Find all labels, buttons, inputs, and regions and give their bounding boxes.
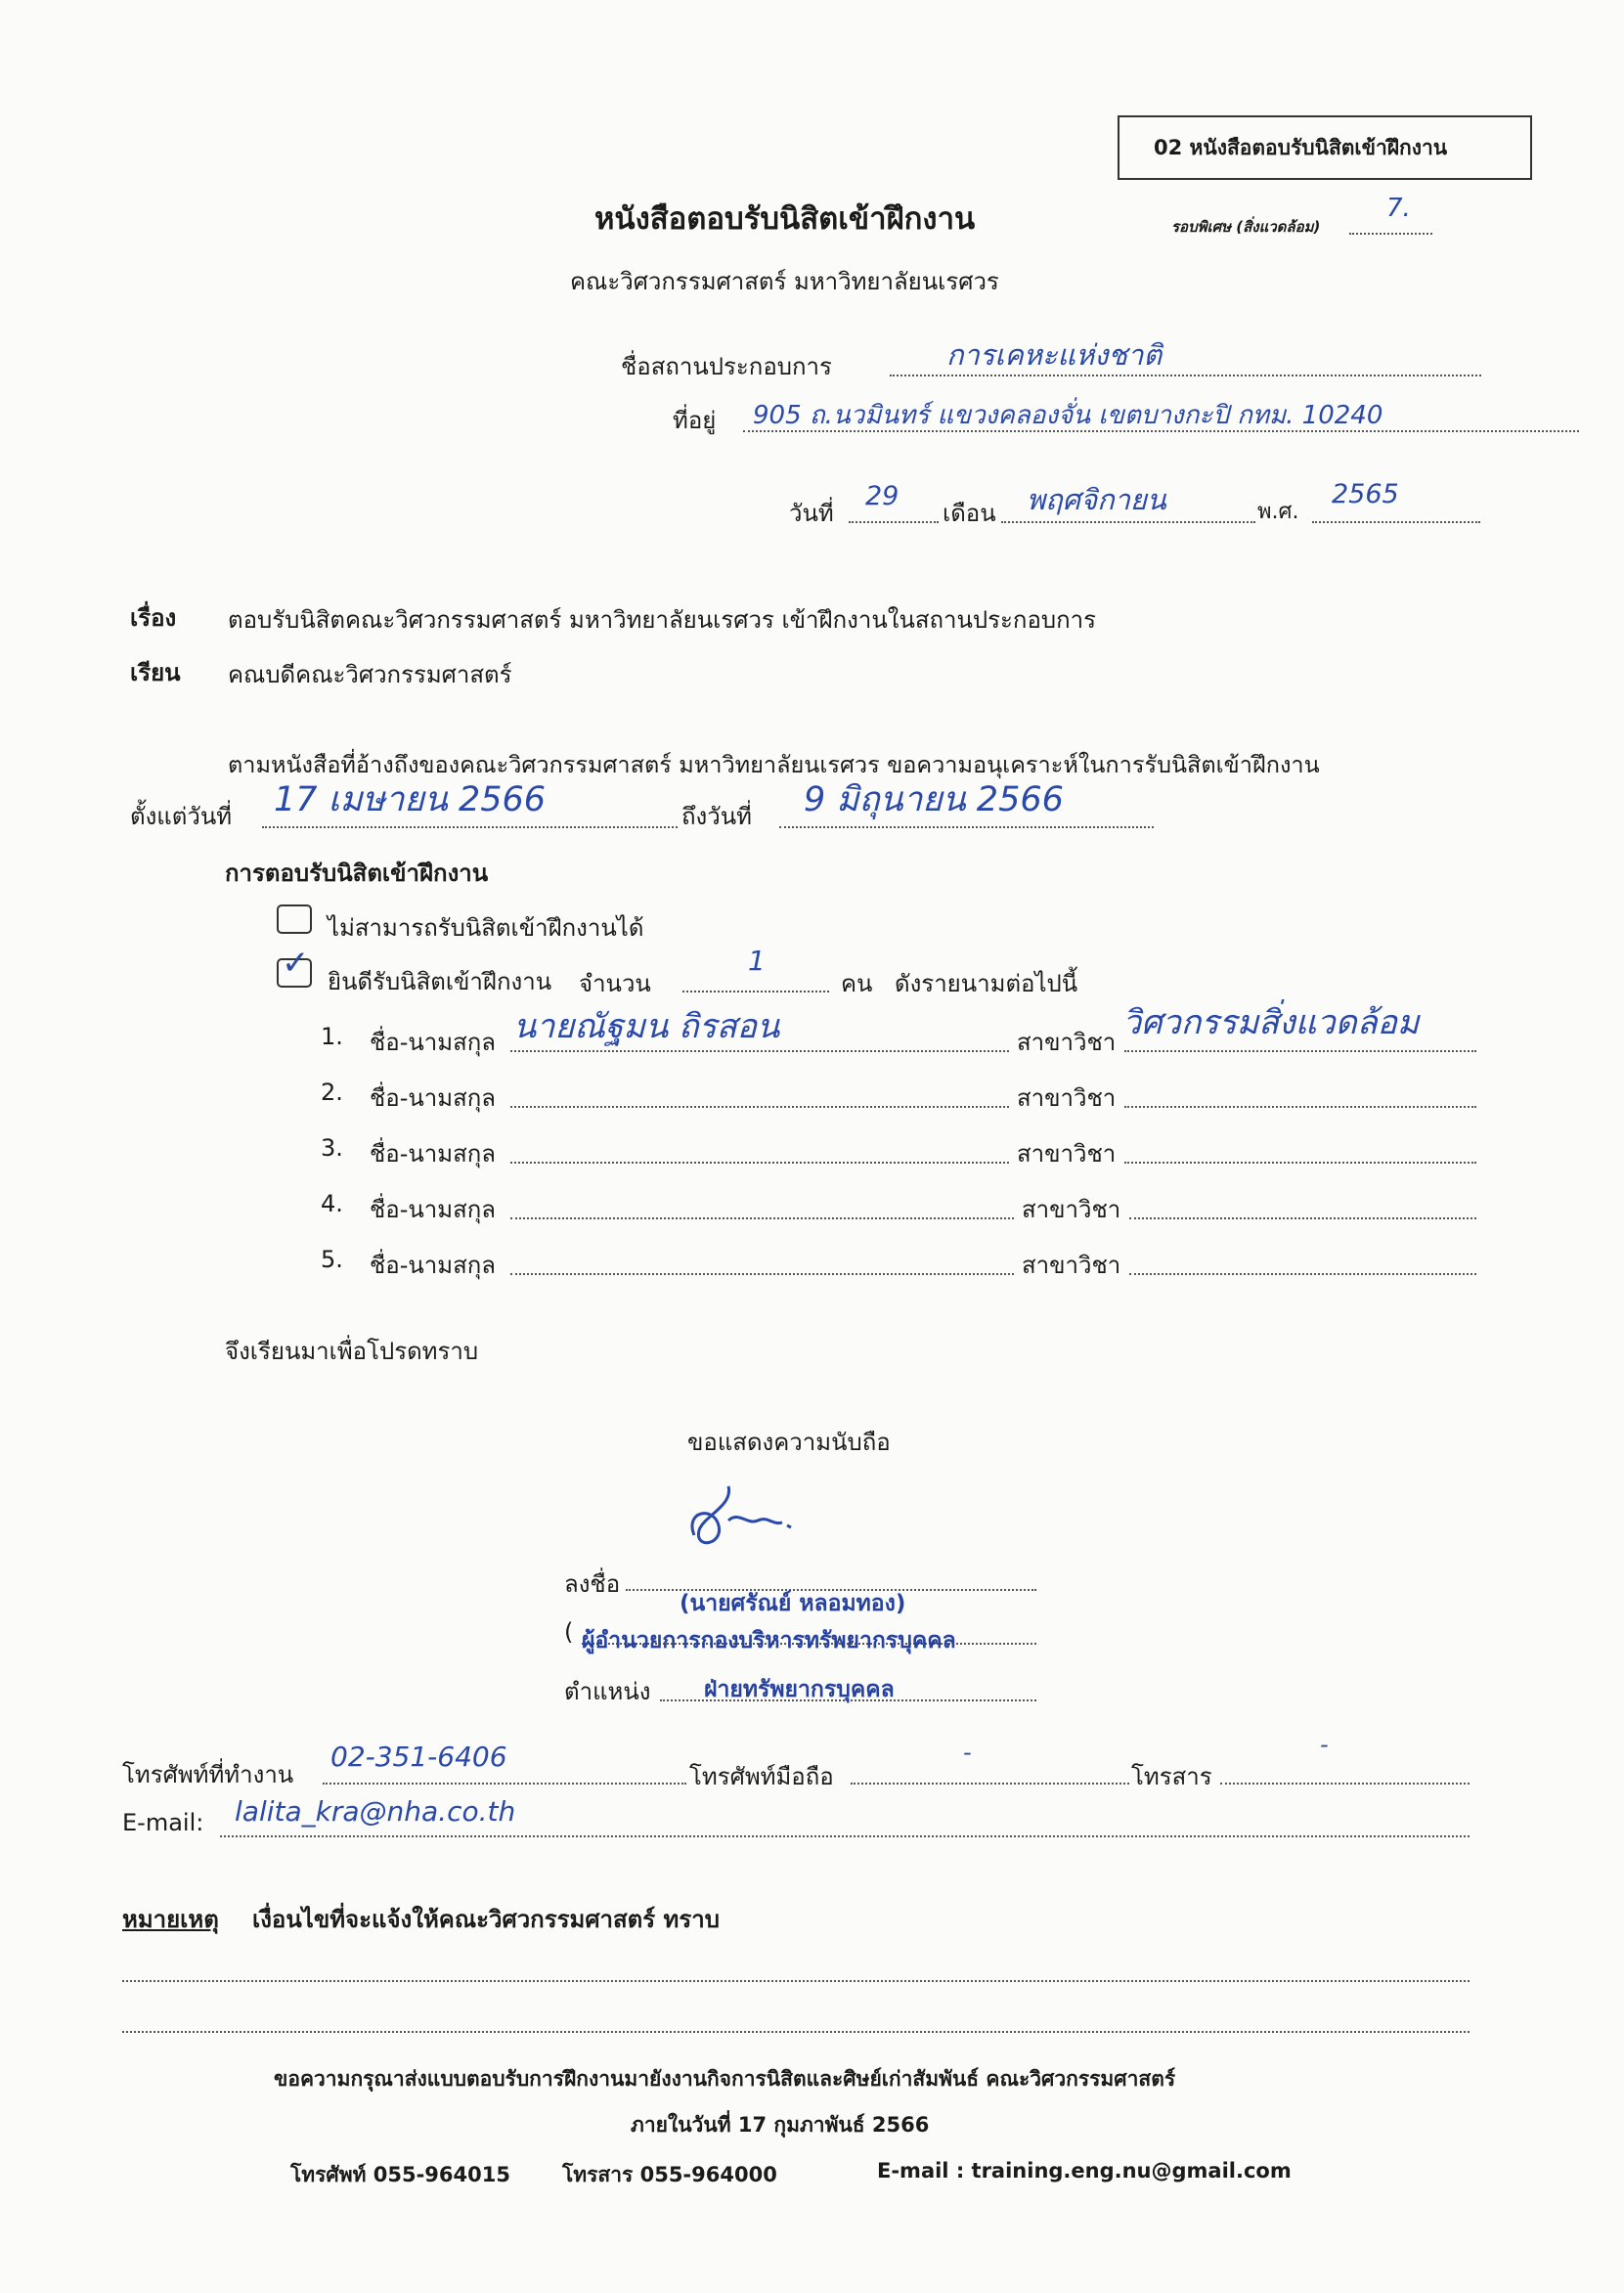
round-note-value: 7. xyxy=(1386,194,1411,223)
remark-line-1 xyxy=(122,1980,1470,1982)
mobile-label: โทรศัพท์มือถือ xyxy=(689,1763,834,1790)
accept-count-label: จำนวน xyxy=(579,970,651,997)
period-to-label: ถึงวันที่ xyxy=(681,803,752,830)
page-title: หนังสือตอบรับนิสิตเข้าฝึกงาน xyxy=(594,201,976,237)
student-name-line xyxy=(510,1273,1014,1275)
regards-text: ขอแสดงความนับถือ xyxy=(687,1429,891,1456)
date-day-label: วันที่ xyxy=(789,500,834,527)
footer-email: E-mail : training.eng.nu@gmail.com xyxy=(877,2159,1292,2183)
student-name-label: ชื่อ-นามสกุล xyxy=(370,1084,496,1112)
student-major-label: สาขาวิชา xyxy=(1017,1029,1117,1056)
period-to-line xyxy=(779,826,1154,828)
title-open-paren: ( xyxy=(564,1618,574,1646)
org-value: การเคหะแห่งชาติ xyxy=(946,338,1163,372)
period-from: 17 เมษายน 2566 xyxy=(274,780,547,819)
round-note-label: รอบพิเศษ (สิ่งแวดล้อม) xyxy=(1171,218,1321,236)
accept-count: 1 xyxy=(748,945,766,977)
student-num: 4. xyxy=(321,1190,343,1217)
footer-fax: โทรสาร 055-964000 xyxy=(562,2163,777,2186)
reject-checkbox[interactable] xyxy=(277,904,312,934)
position-label: ตำแหน่ง xyxy=(564,1678,651,1705)
date-year: 2565 xyxy=(1332,479,1399,509)
student-name-label: ชื่อ-นามสกุล xyxy=(370,1196,496,1223)
sign-label: ลงชื่อ xyxy=(564,1570,621,1598)
date-year-label: พ.ศ. xyxy=(1257,500,1299,524)
subject-value: ตอบรับนิสิตคณะวิศวกรรมศาสตร์ มหาวิทยาลัยนเรศวร เข้าฝึกงานในสถานประกอบการ xyxy=(228,606,1097,634)
student-name: นายณัฐมน ถิรสอน xyxy=(513,1007,780,1046)
email-value: lalita_kra@nha.co.th xyxy=(235,1795,516,1828)
work-phone-label: โทรศัพท์ที่ทำงาน xyxy=(122,1761,294,1788)
remark-line-2 xyxy=(122,2031,1470,2033)
student-num: 2. xyxy=(321,1079,343,1106)
to-label: เรียน xyxy=(130,659,181,686)
student-major-line xyxy=(1124,1162,1476,1164)
remark-label: หมายเหตุ xyxy=(122,1906,219,1933)
body-text: ตามหนังสือที่อ้างถึงของคณะวิศวกรรมศาสตร์ มหาวิทยาลัยนเรศวร ขอความอนุเคราะห์ในการรับนิสิตเข้าฝึกงาน xyxy=(228,751,1320,778)
student-name-label: ชื่อ-นามสกุล xyxy=(370,1140,496,1168)
accept-count-line xyxy=(682,991,829,992)
work-phone-line xyxy=(323,1783,686,1785)
to-value: คณบดีคณะวิศวกรรมศาสตร์ xyxy=(228,661,512,688)
student-name-label: ชื่อ-นามสกุล xyxy=(370,1252,496,1279)
student-major-label: สาขาวิชา xyxy=(1017,1084,1117,1112)
closing-text: จึงเรียนมาเพื่อโปรดทราบ xyxy=(225,1338,479,1365)
work-phone: 02-351-6406 xyxy=(330,1741,507,1773)
mobile-value: - xyxy=(963,1739,972,1766)
check-icon: ✓ xyxy=(282,944,310,983)
address-value: 905 ถ.นวมินทร์ แขวงคลองจั่น เขตบางกะปิ กทม. 10240 xyxy=(753,401,1383,430)
student-major-label: สาขาวิชา xyxy=(1017,1140,1117,1168)
accept-unit: คน xyxy=(841,970,873,997)
accept-tail: ดังรายนามต่อไปนี้ xyxy=(895,970,1078,997)
org-label: ชื่อสถานประกอบการ xyxy=(621,353,832,380)
student-name-label: ชื่อ-นามสกุล xyxy=(370,1029,496,1056)
student-major-line xyxy=(1129,1217,1476,1219)
period-from-line xyxy=(262,826,678,828)
date-day-line xyxy=(849,521,939,523)
email-line xyxy=(220,1835,1470,1837)
student-num: 1. xyxy=(321,1023,343,1050)
period-from-label: ตั้งแต่วันที่ xyxy=(130,803,233,830)
signature-mark xyxy=(675,1481,821,1560)
student-major: วิศวกรรมสิ่งแวดล้อม xyxy=(1122,1003,1420,1042)
student-major-line xyxy=(1124,1050,1476,1052)
position-stamp: ฝ่ายทรัพยากรบุคคล xyxy=(704,1677,895,1702)
footer-line-2: ภายในวันที่ 17 กุมภาพันธ์ 2566 xyxy=(631,2113,930,2137)
student-name-line xyxy=(510,1162,1009,1164)
title-stamp: ผู้อำนวยการกองบริหารทรัพยากรบุคคล xyxy=(582,1628,956,1654)
fax-value: - xyxy=(1320,1731,1329,1758)
reject-label: ไม่สามารถรับนิสิตเข้าฝึกงานได้ xyxy=(328,914,644,942)
subject-label: เรื่อง xyxy=(130,604,177,632)
student-num: 3. xyxy=(321,1134,343,1162)
student-major-label: สาขาวิชา xyxy=(1022,1196,1121,1223)
page-subtitle: คณะวิศวกรรมศาสตร์ มหาวิทยาลัยนเรศวร xyxy=(570,268,999,295)
student-name-line xyxy=(510,1217,1014,1219)
accept-label: ยินดีรับนิสิตเข้าฝึกงาน xyxy=(328,968,552,995)
student-major-line xyxy=(1129,1273,1476,1275)
mobile-line xyxy=(851,1783,1129,1785)
student-name-line xyxy=(510,1106,1009,1108)
period-to: 9 มิถุนายน 2566 xyxy=(804,780,1064,819)
student-major-label: สาขาวิชา xyxy=(1022,1252,1121,1279)
remark-text: เงื่อนไขที่จะแจ้งให้คณะวิศวกรรมศาสตร์ ทราบ xyxy=(252,1906,720,1933)
fax-label: โทรสาร xyxy=(1131,1763,1212,1790)
footer-phone: โทรศัพท์ 055-964015 xyxy=(290,2163,510,2186)
student-num: 5. xyxy=(321,1246,343,1273)
date-year-line xyxy=(1312,521,1480,523)
form-code: 02 หนังสือตอบรับนิสิตเข้าฝึกงาน xyxy=(1154,136,1448,159)
date-day: 29 xyxy=(865,481,900,511)
email-label: E-mail: xyxy=(122,1809,204,1836)
date-month-label: เดือน xyxy=(943,500,996,527)
address-label: ที่อยู่ xyxy=(673,407,717,434)
fax-line xyxy=(1220,1783,1470,1785)
acceptance-heading: การตอบรับนิสิตเข้าฝึกงาน xyxy=(225,860,489,887)
footer-line-1: ขอความกรุณาส่งแบบตอบรับการฝึกงานมายังงานกิจการนิสิตและศิษย์เก่าสัมพันธ์ คณะวิศวกรรมศาสตร์ xyxy=(274,2067,1176,2091)
signer-name-stamp: (นายศรัณย์ หลอมทอง) xyxy=(680,1591,906,1616)
student-major-line xyxy=(1124,1106,1476,1108)
round-note-line xyxy=(1349,233,1432,235)
date-month: พฤศจิกายน xyxy=(1027,483,1166,516)
